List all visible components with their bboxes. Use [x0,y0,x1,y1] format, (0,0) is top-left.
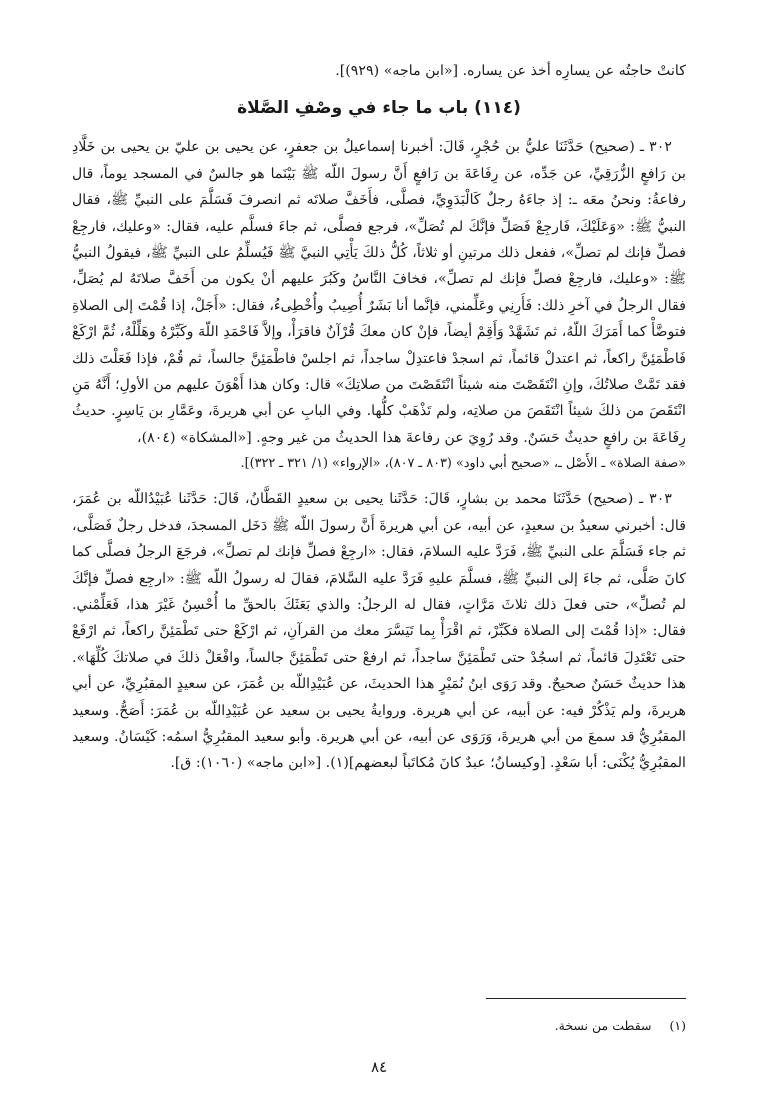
hadith-302 [72,134,686,476]
hadith-303-text: ٣٠٣ ـ (صحيح) حَدَّثَنَا محمد بن بشارٍ، قَالَ: حَدَّثَنا يحيى بن سعيدٍ القَطَّانُ، قَالَ: حَدَّثَنا عُبَيْدُاللّه بن عُمَرَ، قال: أخبرني سعيدُ بن سعيدٍ، عن أبيه، عن أبي هريرةَ أَنَّ رسولَ اللّه ﷺ دَخَل المسجدَ، فدخل رجلٌ فَصَلَّى، ثم جاء فَسَلَّمَ على النبيِّ ﷺ، فَرَدَّ عليه السلامَ، فقال: «ارجِعْ فصلِّ فإنك لم تصلِّ»، فرجَعَ الرجلُ فصلَّى كما كانَ صَلَّى، ثم جاءَ إلى النبيِّ ﷺ، فسلَّمَ عليهِ فَرَدَّ عليه السَّلامَ، فقالَ له رسولُ اللّه ﷺ: «ارجِع فصلِّ فإنَّكَ لم تُصلِّ»، حتى فعلَ ذلك ثلاثَ مَرَّاتٍ، فقال له الرجلُ: والذي بَعَثَكَ بالحقِّ ما أُحْسِنُ غَيْرَ هذا، فَعَلِّمْني. فقال: «إذا قُمْتَ إلى الصلاة فكَبِّرْ، ثم اقْرَأْ بِما تَيَسَّرَ معك من القرآنِ، ثم ارْكَعْ حتى تَطْمَئِنَّ راكعاً، ثم ارْفَعْ حتى تَعْتَدِلَ قائماً، ثم اسجُدْ حتى تَطْمَئِنَّ ساجداً، ثم ارفعْ حتى تَطْمَئِنَّ جالساً، وافْعَلْ ذلكَ في صلاتكَ كُلِّهَا». هذا حديثٌ حَسَنٌ صحيحٌ. وقد رَوَى ابنُ نُمَيْرٍ هذا الحديثَ، عن عُبَيْدِاللّه بن عُمَرَ، عن سعيدٍ المقبُرِيِّ، عن أبي هريرةَ، ولم يَذْكُرْ فيه: عن أبيه، عن أبي هريرة. وروايةُ يحيى بن سعيد عن عُبَيْدِاللّه بن عُمَرَ: أَصَحُّ. وسعيد المقبُرِيُّ قد سمعَ من أبي هريرةَ، وَرَوَى عن أبيه، عن أبي هريرة. وأبو سعيد المقبُرِيُّ اسمُه: كَيْسَانُ. وسعيد المقبُرِيُّ يُكْنَى: أبا سَعْدٍ. [وكيسانُ؛ عبدٌ كانَ مُكاتَباً لبعضهم](١). [«ابن ماجه» (١٠٦٠): ق]. [72,491,686,772]
footnote-divider [486,998,686,999]
hadith-303 [72,486,686,776]
footnote-text: سقطت من نسخة. [554,1018,652,1033]
page-number: ٨٤ [370,1058,388,1076]
footnote [72,1016,686,1036]
page-body [72,58,686,787]
hadith-302-references: «صفة الصلاة» ـ الأَصْل ـ، «صحيح أبي داود» (٨٠٣ ـ ٨٠٧)، «الإرواء» (١/ ٣٢١ ـ ٣٢٢)]. [240,456,686,472]
footnote-number: (١) [669,1018,686,1033]
chapter-title: (١١٤) باب ما جاء في وصْفِ الصَّلاة [237,98,521,119]
lead-line: كانتْ حاجتُه عن يسارِه أخذ عن يساره. [«ابن ماجه» (٩٢٩)]. [335,63,686,79]
hadith-302-text: ٣٠٢ ـ (صحيح) حَدَّثَنَا عليُّ بن حُجْرٍ، قَالَ: أخبرنا إسماعيلُ بن جعفرٍ، عن يحيى بن عليّ بن يحيى بن خَلَّادِ بن رَافعٍ الزُّرَقِيِّ، عن جَدِّه، عن رِفَاعَةَ بن رَافعٍ أَنَّ رسولَ اللّه ﷺ بَيْنَما هو جالسٌ في المسجد يوماً، قال رفاعةُ: ونحنُ معَه ـ: إذ جاءَهُ رجلٌ كَالْبَدَوِيِّ، فصلَّى، فأَخَفَّ صلاتَه ثم انصرفَ فَسَلَّمَ على النبيِّ ﷺ، فقال النبيُّ ﷺ: «وَعَلَيْكَ، فَارجِعْ فَصَلِّ فإنَّكَ لم تُصَلِّ»، فرجع فصلَّى، ثم جاءَ فسلَّم عليه، فقال: «وعليك، فارجِعْ فصلِّ فإنك لم تصلِّ»، ففعل ذلك مرتينِ أو ثلاثاً، كُلُّ ذلكَ يَأْتِي النبيَّ ﷺ فَيُسلِّمُ على النبيِّ ﷺ، فيقولُ النبيُّ ﷺ: «وعليك، فارجِعْ فصلِّ فإنك لم تصلِّ»، فخافَ النَّاسُ وكَبُرَ عليهم أنْ يكون من أَخَفَّ صلاتَهُ لم يُصَلِّ، فقال الرجلُ في آخرِ ذلك: فَأَرِنِي وعَلِّمني، فإنَّما أنا بَشَرٌ أُصِيبُ وأُخْطِىءُ، فقال: «أَجَلْ، إذا قُمْتَ إلى الصلاةِ فتوضَّأْ كما أَمَرَكَ اللّهُ، ثم تَشَهَّدْ وَأَقِمْ أيضاً، فإنْ كان معكَ قُرْآنٌ فاقرَأْ، وإلاَّ فَاحْمَدِ اللّهَ وكَبِّرْهُ وهَلِّلْهُ، ثُمَّ ارْكَعْ فَاطْمَئِنَّ راكعاً، ثم اعتدلْ قائماً، ثم اسجدْ فاعتدِلْ ساجداً، ثم اجلسْ فاطْمَئِنَّ جالساً، ثم قُمْ، فإذا فَعَلْتَ ذلك فقد تَمَّتْ صلاتُكَ، وإنِ انْتَقَصْتَ منه شيئاً انْتَقَصْتَ من صلاتِكَ» قال: وكان هذا أَهْوَنَ عليهم من الأولِ؛ أَنَّهُ مَنِ انْتَقَصَ من ذلكَ شيئاً انْتَقَصَ من صلاتِه، ولم تَذْهَبْ كلُّها. وفي البابِ عن أبي هريرةَ، وعَمَّارِ بن يَاسِرٍ. حديثُ رِفَاعَةَ بن رافعٍ حديثٌ حَسَنٌ. وقد رُوِيَ عن رفاعةَ هذا الحديثُ من غير وجهٍ. [«المشكاة» (٨٠٤)، [72,139,686,446]
